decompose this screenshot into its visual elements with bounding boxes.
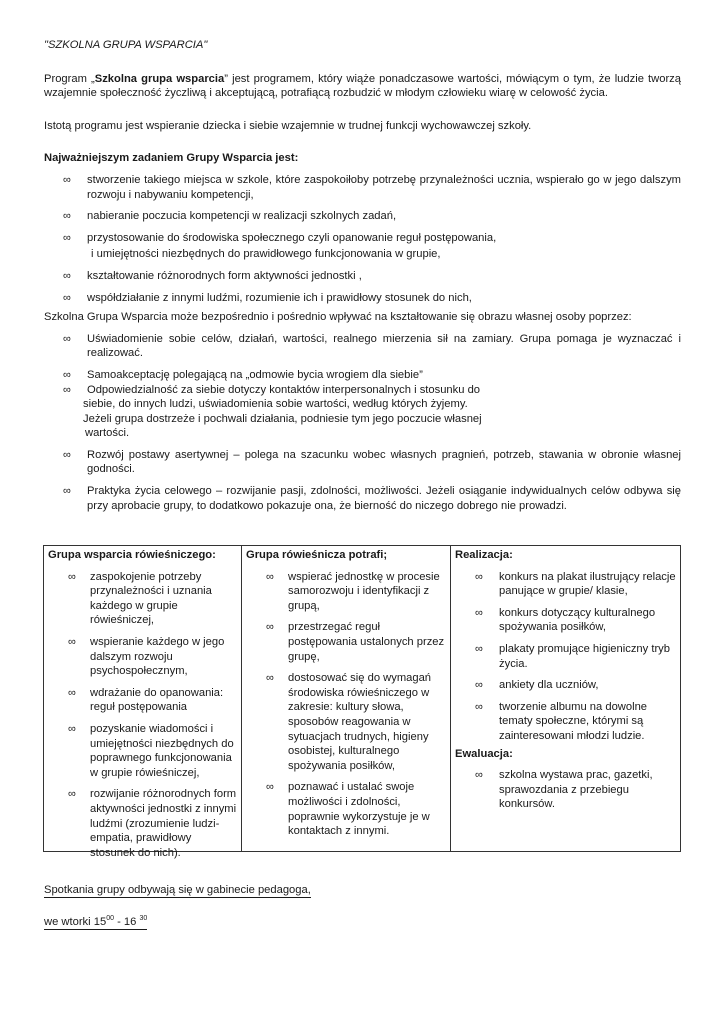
- infinity-bullet-icon: ∞: [266, 672, 274, 685]
- list-item: ∞ dostosować się do wymagań środowiska rówieśniczego w zakresie: kultury słowa, sposobów reagowania w sytuacjach trudnych, higieny osobistej, kulturalnego spożywania posiłków,: [266, 672, 432, 772]
- influence-continuation-1: siebie, do innych ludzi, uświadomienia sobie wartości, według których żyjemy.: [83, 398, 468, 411]
- influence-continuation-3: wartości.: [85, 427, 130, 440]
- evaluation-list: [455, 768, 676, 812]
- list-item: ∞ zaspokojenie potrzeby przynależności i uznania każdego w grupie rówieśniczej,: [68, 570, 212, 627]
- list-item: ∞ szkolna wystawa prac, gazetki, sprawozdania z przebiegu konkursów.: [475, 769, 653, 811]
- column-list: [455, 570, 676, 744]
- infinity-bullet-icon: ∞: [475, 606, 483, 619]
- infinity-bullet-icon: ∞: [266, 570, 274, 583]
- list-item: ∞ ankiety dla uczniów,: [475, 679, 599, 692]
- list-item: ∞ pozyskanie wiadomości i umiejętności niezbędnych do poprawnego funkcjonowania w grupie rówieśniczej,: [68, 722, 234, 779]
- infinity-bullet-icon: ∞: [475, 769, 483, 782]
- tasks-heading: Najważniejszym zadaniem Grupy Wsparcia jest:: [44, 152, 299, 165]
- infinity-bullet-icon: ∞: [68, 686, 76, 699]
- infinity-bullet-icon: ∞: [266, 621, 274, 634]
- list-item: ∞ tworzenie albumu na dowolne tematy społeczne, którymi są zainteresowani młodzi ludzie.: [475, 700, 648, 742]
- list-item: ∞ współdziałanie z innymi ludźmi, rozumienie ich i prawidłowy stosunek do nich,: [63, 291, 472, 304]
- list-item: ∞ Odpowiedzialność za siebie dotyczy kontaktów interpersonalnych i stosunku do: [63, 383, 481, 396]
- infinity-bullet-icon: ∞: [475, 570, 483, 583]
- list-item: ∞ konkurs dotyczący kulturalnego spożywania posiłków,: [475, 606, 656, 634]
- list-item: ∞ konkurs na plakat ilustrujący relacje panujące w grupie/ klasie,: [475, 570, 676, 598]
- list-item: ∞ nabieranie poczucia kompetencji w realizacji szkolnych zadań,: [63, 210, 397, 223]
- infinity-bullet-icon: ∞: [68, 788, 76, 801]
- infinity-bullet-icon: ∞: [63, 332, 71, 345]
- infinity-bullet-icon: ∞: [475, 679, 483, 692]
- list-item: ∞ stworzenie takiego miejsca w szkole, które zaspokoiłoby potrzebę przynależności ucznia, wspierało go w jego dalszym rozwoju i nabywaniu kompetencji,: [63, 173, 681, 201]
- table-column-peer-group-can: [241, 546, 450, 851]
- list-item: ∞ wspieranie każdego w jego dalszym rozwoju psychospołecznym,: [68, 635, 225, 678]
- footer: [44, 883, 444, 930]
- tasks-list-more: [44, 269, 681, 305]
- intro-program-name: Szkolna grupa wsparcia: [94, 72, 225, 85]
- list-item: ∞ Samoakceptację polegającą na „odmowie bycia wrogiem dla siebie”: [63, 368, 423, 381]
- influence-list: [44, 332, 681, 397]
- infinity-bullet-icon: ∞: [63, 291, 71, 304]
- infinity-bullet-icon: ∞: [68, 722, 76, 735]
- essence-paragraph: Istotą programu jest wspieranie dziecka i siebie wzajemnie w trudnej funkcji wychowawczej szkoły.: [44, 119, 532, 132]
- intro-paragraph: [44, 72, 681, 101]
- table-column-implementation: [450, 546, 680, 851]
- infinity-bullet-icon: ∞: [68, 635, 76, 648]
- column-list: [246, 570, 446, 839]
- list-item: ∞ Uświadomienie sobie celów, działań, wartości, realnego mierzenia sił na zamiary. Grupa pomaga je wyznaczać i realizować.: [63, 332, 681, 360]
- column-heading: Grupa rówieśnicza potrafi;: [246, 549, 388, 561]
- evaluation-heading: Ewaluacja:: [455, 747, 513, 760]
- list-item: ∞ wdrażanie do opanowania: reguł postępowania: [68, 686, 224, 714]
- influence-list-more: [44, 448, 681, 513]
- infinity-bullet-icon: ∞: [63, 485, 71, 498]
- list-item: ∞ przystosowanie do środowiska społecznego czyli opanowanie reguł postępowania,: [63, 231, 497, 244]
- program-table: [43, 545, 681, 859]
- list-item: ∞ przestrzegać reguł postępowania ustalonych przez grupę,: [266, 621, 445, 663]
- list-item: ∞ rozwijanie różnorodnych form aktywności jednostki z innymi ludźmi (zrozumienie ludzi- empatia, prawidłowy stosunek do nich).: [68, 788, 237, 859]
- list-item: ∞ Rozwój postawy asertywnej – polega na szacunku wobec własnych pragnień, potrzeb, stawania w obronie własnej godności.: [63, 448, 681, 476]
- meeting-hours: we wtorki $15^{00} - 16$ $^{30}$: [44, 915, 148, 928]
- list-item: ∞ poznawać i ustalać swoje możliwości i zdolności, poprawnie wykorzystuje je w kontaktach z innymi.: [266, 781, 430, 838]
- infinity-bullet-icon: ∞: [63, 383, 71, 396]
- column-heading: Grupa wsparcia rówieśniczego:: [48, 549, 216, 561]
- infinity-bullet-icon: ∞: [63, 173, 71, 186]
- list-item: ∞ Praktyka życia celowego – rozwijanie pasji, zdolności, możliwości. Jeżeli osiąganie indywidualnych celów odbywa się przy aprobacie grupy, to dodatkowo pokazuje ona, że bierność do niczego dobrego nie prowadzi.: [63, 485, 681, 512]
- infinity-bullet-icon: ∞: [63, 448, 71, 461]
- list-item: ∞ kształtowanie różnorodnych form aktywności jednostki ,: [63, 269, 362, 282]
- tasks-continuation: i umiejętności niezbędnych do prawidłowego funkcjonowania w grupie,: [91, 248, 441, 261]
- column-heading: Realizacja:: [455, 549, 513, 561]
- infinity-bullet-icon: ∞: [475, 642, 483, 655]
- influence-sentence: Szkolna Grupa Wsparcia może bezpośrednio i pośrednio wpływać na kształtowanie się obrazu własnej osoby poprzez:: [44, 311, 632, 324]
- intro-after: ” jest programem, który wiąże ponadczasowe wartości, mówiącym o tym, że ludzie tworzą wzajemnie społeczność życzliwą i akceptującą, potrafiącą rozbudzić w młodym człowieku wiarę w celowość życia.: [44, 72, 681, 100]
- influence-continuation-2: Jeżeli grupa dostrzeże i pochwali działania, podniesie tym jego poczucie własnej: [83, 412, 482, 425]
- infinity-bullet-icon: ∞: [63, 269, 71, 282]
- table-column-peer-support: [44, 546, 241, 859]
- infinity-bullet-icon: ∞: [63, 368, 71, 381]
- tasks-list: [44, 173, 681, 245]
- list-item: ∞ plakaty promujące higieniczny tryb życia.: [475, 642, 671, 670]
- column-list: [48, 570, 237, 861]
- infinity-bullet-icon: ∞: [63, 210, 71, 223]
- document-title: "SZKOLNA GRUPA WSPARCIA": [44, 39, 208, 51]
- infinity-bullet-icon: ∞: [63, 231, 71, 244]
- list-item: ∞ wspierać jednostkę w procesie samorozwoju i identyfikacji z grupą,: [266, 570, 440, 612]
- infinity-bullet-icon: ∞: [266, 781, 274, 794]
- document-page: [44, 38, 681, 520]
- infinity-bullet-icon: ∞: [68, 570, 76, 583]
- infinity-bullet-icon: ∞: [475, 700, 483, 713]
- intro-before: Program „: [44, 72, 95, 85]
- meeting-place: Spotkania grupy odbywają się w gabinecie pedagoga,: [44, 884, 311, 896]
